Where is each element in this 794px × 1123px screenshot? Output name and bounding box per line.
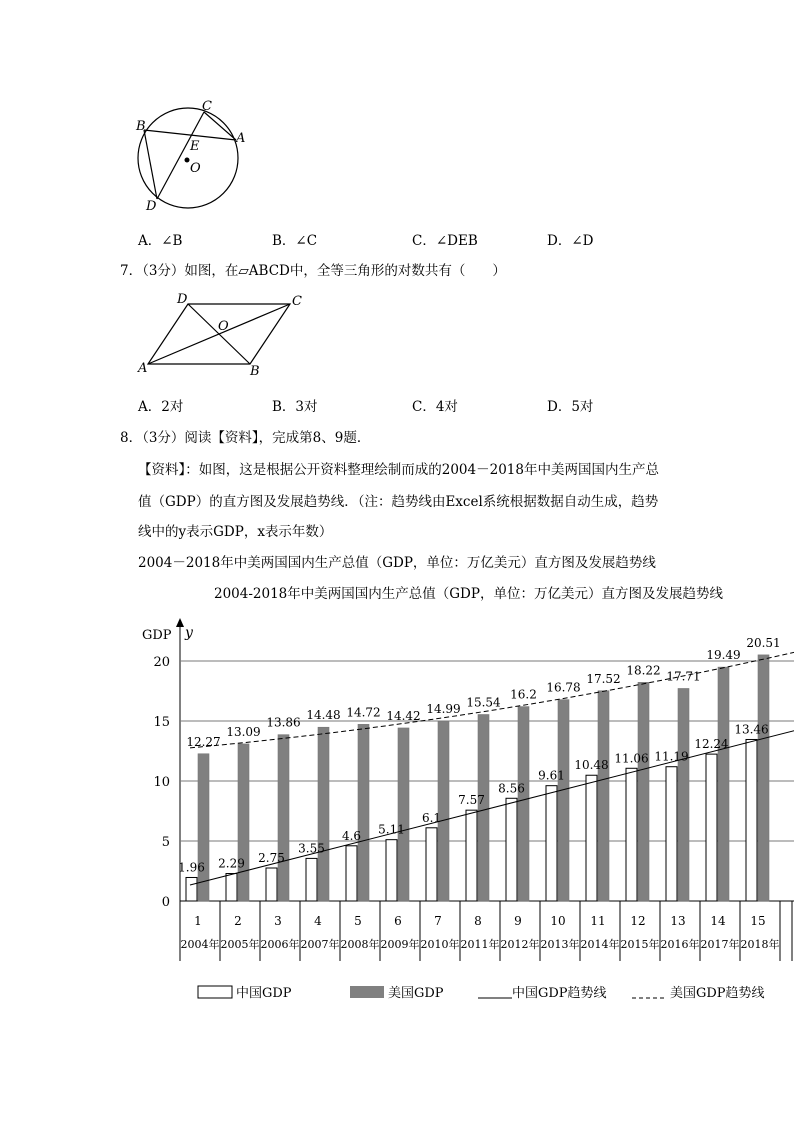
data-label-us: 13.86 [266,715,301,730]
x-category-label: 2018年 [740,938,780,951]
center-dot [185,158,190,163]
label-o: O [190,161,201,176]
label-c: C [292,294,302,309]
x-index-label: 5 [354,914,362,928]
data-label-china: 1.96 [178,860,205,875]
x-index-label: 8 [474,914,482,928]
y-tick-label: 20 [153,655,170,670]
label-b: B [136,119,146,134]
x-index-label: 2 [234,914,242,928]
x-index-label: 1 [194,914,202,928]
q6-option-c[interactable]: C．∠DEB [412,233,478,249]
legend-label-us-gdp: 美国GDP [388,986,444,1001]
bar-us-gdp [238,744,249,901]
data-label-china: 8.56 [498,781,525,796]
q8-material-line1: 【资料】：如图，这是根据公开资料整理绘制而成的2004－2018年中美两国国内生产总 [138,462,659,478]
y-axis-arrow [176,618,184,627]
data-label-china: 11.06 [614,751,649,766]
q7-option-d[interactable]: D．5对 [547,399,594,415]
bar-china-gdp [186,877,197,901]
label-d: D [146,199,157,214]
y-axis-label: GDP [142,628,172,643]
q8-question: 8．（3分）阅读【资料】，完成第8、9题． [120,430,371,446]
q6-option-d[interactable]: D．∠D [547,233,594,249]
bar-us-gdp [758,655,769,901]
data-label-china: 4.6 [341,828,362,843]
x-category-label: 2013年 [540,938,580,951]
chord-bd [144,130,157,199]
data-label-us: 12.27 [186,734,221,749]
x-index-label: 10 [550,914,566,928]
q8-material-line3: 线中的y表示GDP，x表示年数） [138,524,333,540]
data-label-china: 7.57 [458,793,485,808]
label-e: E [190,139,200,154]
data-label-us: 18.22 [626,663,661,678]
x-index-label: 11 [590,914,606,928]
chord-cd [157,112,204,199]
x-index-label: 14 [710,914,726,928]
y-tick-label: 5 [161,835,170,850]
x-index-label: 4 [314,914,322,928]
bar-china-gdp [226,874,237,901]
data-label-us: 17.71 [666,669,701,684]
x-index-label: 12 [630,914,646,928]
chord-ca [204,112,236,140]
x-category-label: 2012年 [500,938,540,951]
legend-label-china-trend: 中国GDP趋势线 [512,986,607,1001]
bar-us-gdp [638,682,649,901]
q8-caption: 2004－2018年中美两国国内生产总值（GDP，单位：万亿美元）直方图及发展趋势线 [138,555,656,571]
label-b: B [250,364,260,379]
x-index-label: 9 [514,914,522,928]
label-o: O [218,319,229,334]
y-tick-label: 10 [153,775,170,790]
data-label-china: 5.11 [378,822,405,837]
y-axis-symbol: y [185,625,193,641]
legend-swatch-china-gdp [198,986,232,998]
data-label-us: 14.72 [346,705,381,720]
x-category-label: 2006年 [260,938,300,951]
x-category-label: 2014年 [580,938,620,951]
bar-us-gdp [718,667,729,901]
q7-option-b[interactable]: B．3对 [272,399,318,415]
x-category-label: 2008年 [340,938,380,951]
legend-label-us-trend: 美国GDP趋势线 [670,986,765,1001]
bar-china-gdp [466,810,477,901]
data-label-us: 14.42 [386,708,421,723]
x-category-label: 2009年 [380,938,420,951]
bar-us-gdp [398,728,409,901]
bar-china-gdp [746,739,757,901]
bar-china-gdp [266,868,277,901]
bar-china-gdp [626,768,637,901]
label-a: A [138,361,148,376]
q7-question: 7．（3分）如图，在▱ABCD中，全等三角形的对数共有（ ） [120,263,506,279]
bar-us-gdp [598,691,609,901]
bar-china-gdp [506,798,517,901]
data-label-china: 10.48 [574,758,609,773]
q8-material-line2: 值（GDP）的直方图及发展趋势线．（注：趋势线由Excel系统根据数据自动生成，趋势 [138,494,659,510]
label-a: A [236,131,246,146]
x-category-label: 2010年 [420,938,460,951]
bar-china-gdp [666,767,677,901]
bar-china-gdp [346,846,357,901]
x-category-label: 2007年 [300,938,340,951]
bar-us-gdp [278,735,289,901]
y-tick-label: 0 [161,895,170,910]
data-label-us: 14.99 [426,702,461,717]
x-category-label: 2015年 [620,938,660,951]
legend-swatch-us-gdp [350,986,384,998]
data-label-china: 6.1 [421,810,442,825]
data-label-china: 3.55 [298,841,325,856]
x-index-label: 13 [670,914,686,928]
x-index-label: 7 [434,914,442,928]
bar-china-gdp [546,786,557,901]
x-index-label: 6 [394,914,402,928]
q6-option-a[interactable]: A．∠B [138,233,183,249]
q6-circle-figure [128,92,258,222]
bar-us-gdp [478,715,489,901]
data-label-us: 14.48 [306,708,341,723]
data-label-us: 15.54 [466,695,501,710]
bar-us-gdp [318,727,329,901]
data-label-us: 16.2 [510,687,537,702]
chart-title: 2004-2018年中美两国国内生产总值（GDP，单位：万亿美元）直方图及发展趋势线 [214,586,723,602]
data-label-us: 19.49 [706,648,741,663]
q7-option-c[interactable]: C．4对 [412,399,458,415]
data-label-china: 9.61 [538,768,565,783]
data-label-us: 17.52 [586,671,621,686]
data-label-china: 13.46 [734,722,769,737]
x-category-label: 2017年 [700,938,740,951]
bar-us-gdp [678,688,689,901]
bar-china-gdp [386,840,397,901]
q7-parallelogram-figure [134,288,314,380]
bar-us-gdp [198,754,209,901]
data-label-china: 12.24 [694,737,729,752]
q7-option-a[interactable]: A．2对 [138,399,184,415]
label-d: D [177,292,188,307]
legend-label-china-gdp: 中国GDP [236,986,292,1001]
x-category-label: 2011年 [460,938,500,951]
data-label-china: 2.29 [218,856,245,871]
bar-china-gdp [706,754,717,901]
bar-china-gdp [426,828,437,901]
q6-option-b[interactable]: B．∠C [272,233,318,249]
diagonal-bd [188,304,250,364]
bar-china-gdp [586,775,597,901]
data-label-china: 11.19 [654,749,689,764]
x-index-label: 15 [750,914,766,928]
data-label-us: 16.78 [546,680,581,695]
x-category-label: 2004年 [180,938,220,951]
x-index-label: 3 [274,914,282,928]
y-tick-label: 15 [153,715,170,730]
data-label-us: 20.51 [746,635,781,650]
data-label-china: 2.75 [258,851,285,865]
bar-us-gdp [518,707,529,901]
bar-us-gdp [558,700,569,901]
gdp-chart [0,610,794,1030]
data-label-us: 13.09 [226,724,261,739]
label-c: C [202,99,212,114]
x-category-label: 2016年 [660,938,700,951]
x-category-label: 2005年 [220,938,260,951]
bar-us-gdp [358,724,369,901]
bar-china-gdp [306,858,317,901]
